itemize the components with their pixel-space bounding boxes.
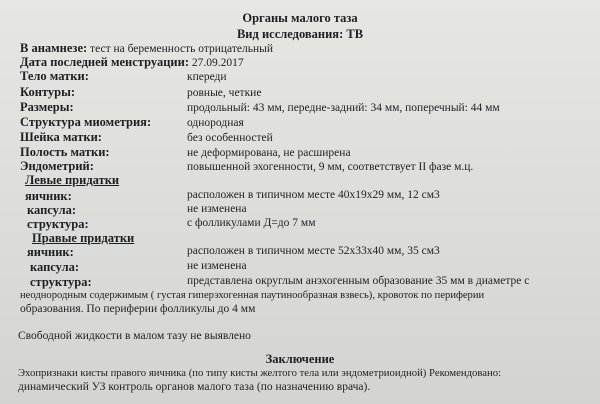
- conclusion-heading: Заключение: [265, 352, 335, 366]
- report-title: Органы малого таза: [242, 11, 358, 25]
- right-capsule-label: капсула:: [30, 260, 80, 274]
- sizes-value: продольный: 43 мм, передне-задний: 34 мм, поперечный: 44 мм: [187, 102, 500, 114]
- left-ovary-label: яичник:: [25, 189, 72, 203]
- uterus-body-label: Тело матки:: [20, 69, 89, 83]
- left-structure-value: с фолликулами Д=до 7 мм: [187, 217, 316, 229]
- menstruation-row: [20, 56, 244, 70]
- cavity-label: Полость матки:: [20, 145, 110, 159]
- left-capsule-value: не изменена: [187, 203, 247, 215]
- contours-value: ровные, четкие: [187, 87, 262, 99]
- right-structure-label: структура:: [30, 275, 92, 289]
- right-ovary-value: расположен в типичном месте 52x33x40 мм, 35 см3: [187, 245, 440, 257]
- right-structure-line1: представлена округлым анэхогенным образование 35 мм в диаметре с: [187, 275, 530, 287]
- myometrium-label: Структура миометрия:: [20, 115, 152, 129]
- cervix-label: Шейка матки:: [20, 130, 102, 144]
- anamnesis-value: тест на беременность отрицательный: [90, 43, 274, 55]
- anamnesis-label: В анамнезе:: [20, 41, 88, 55]
- menstruation-value: 27.09.2017: [191, 57, 244, 69]
- sizes-label: Размеры:: [20, 100, 74, 114]
- anamnesis-row: [20, 42, 273, 56]
- right-structure-line2: неоднородным содержимым ( густая гиперэхогенная паутинообразная взвесь), кровоток по периферии: [20, 290, 485, 301]
- left-ovary-value: расположен в типичном месте 40x19x29 мм, 12 см3: [187, 189, 440, 201]
- uterus-body-value: кпереди: [187, 71, 227, 83]
- contours-label: Контуры:: [20, 85, 75, 99]
- conclusion-line2: динамический УЗ контроль органов малого таза (по назначению врача).: [18, 381, 371, 393]
- right-adnexa-heading: Правые придатки: [32, 231, 135, 245]
- left-structure-label: структура:: [27, 217, 89, 231]
- right-capsule-value: не изменена: [187, 260, 247, 272]
- cavity-value: не деформирована, не расширена: [187, 147, 351, 159]
- endometrium-label: Эндометрий:: [20, 159, 94, 173]
- left-capsule-label: капсула:: [27, 203, 77, 217]
- study-type: Вид исследования: ТВ: [236, 27, 364, 41]
- cervix-value: без особенностей: [187, 132, 273, 144]
- menstruation-label: Дата последней менструации:: [20, 55, 189, 69]
- left-adnexa-heading: Левые придатки: [25, 173, 120, 187]
- endometrium-value: повышенной эхогенности, 9 мм, соответствует II фазе м.ц.: [187, 161, 474, 173]
- conclusion-line1: Эхопризнаки кисты правого яичника (по типу кисты желтого тела или эндометриоидной) Рекомендовано:: [18, 367, 502, 379]
- right-structure-line3: образования. По периферии фолликулы до 4 мм: [20, 303, 256, 315]
- free-fluid-note: Свободной жидкости в малом тазу не выявлено: [18, 330, 251, 342]
- right-ovary-label: яичник:: [27, 245, 74, 259]
- myometrium-value: однородная: [187, 117, 244, 129]
